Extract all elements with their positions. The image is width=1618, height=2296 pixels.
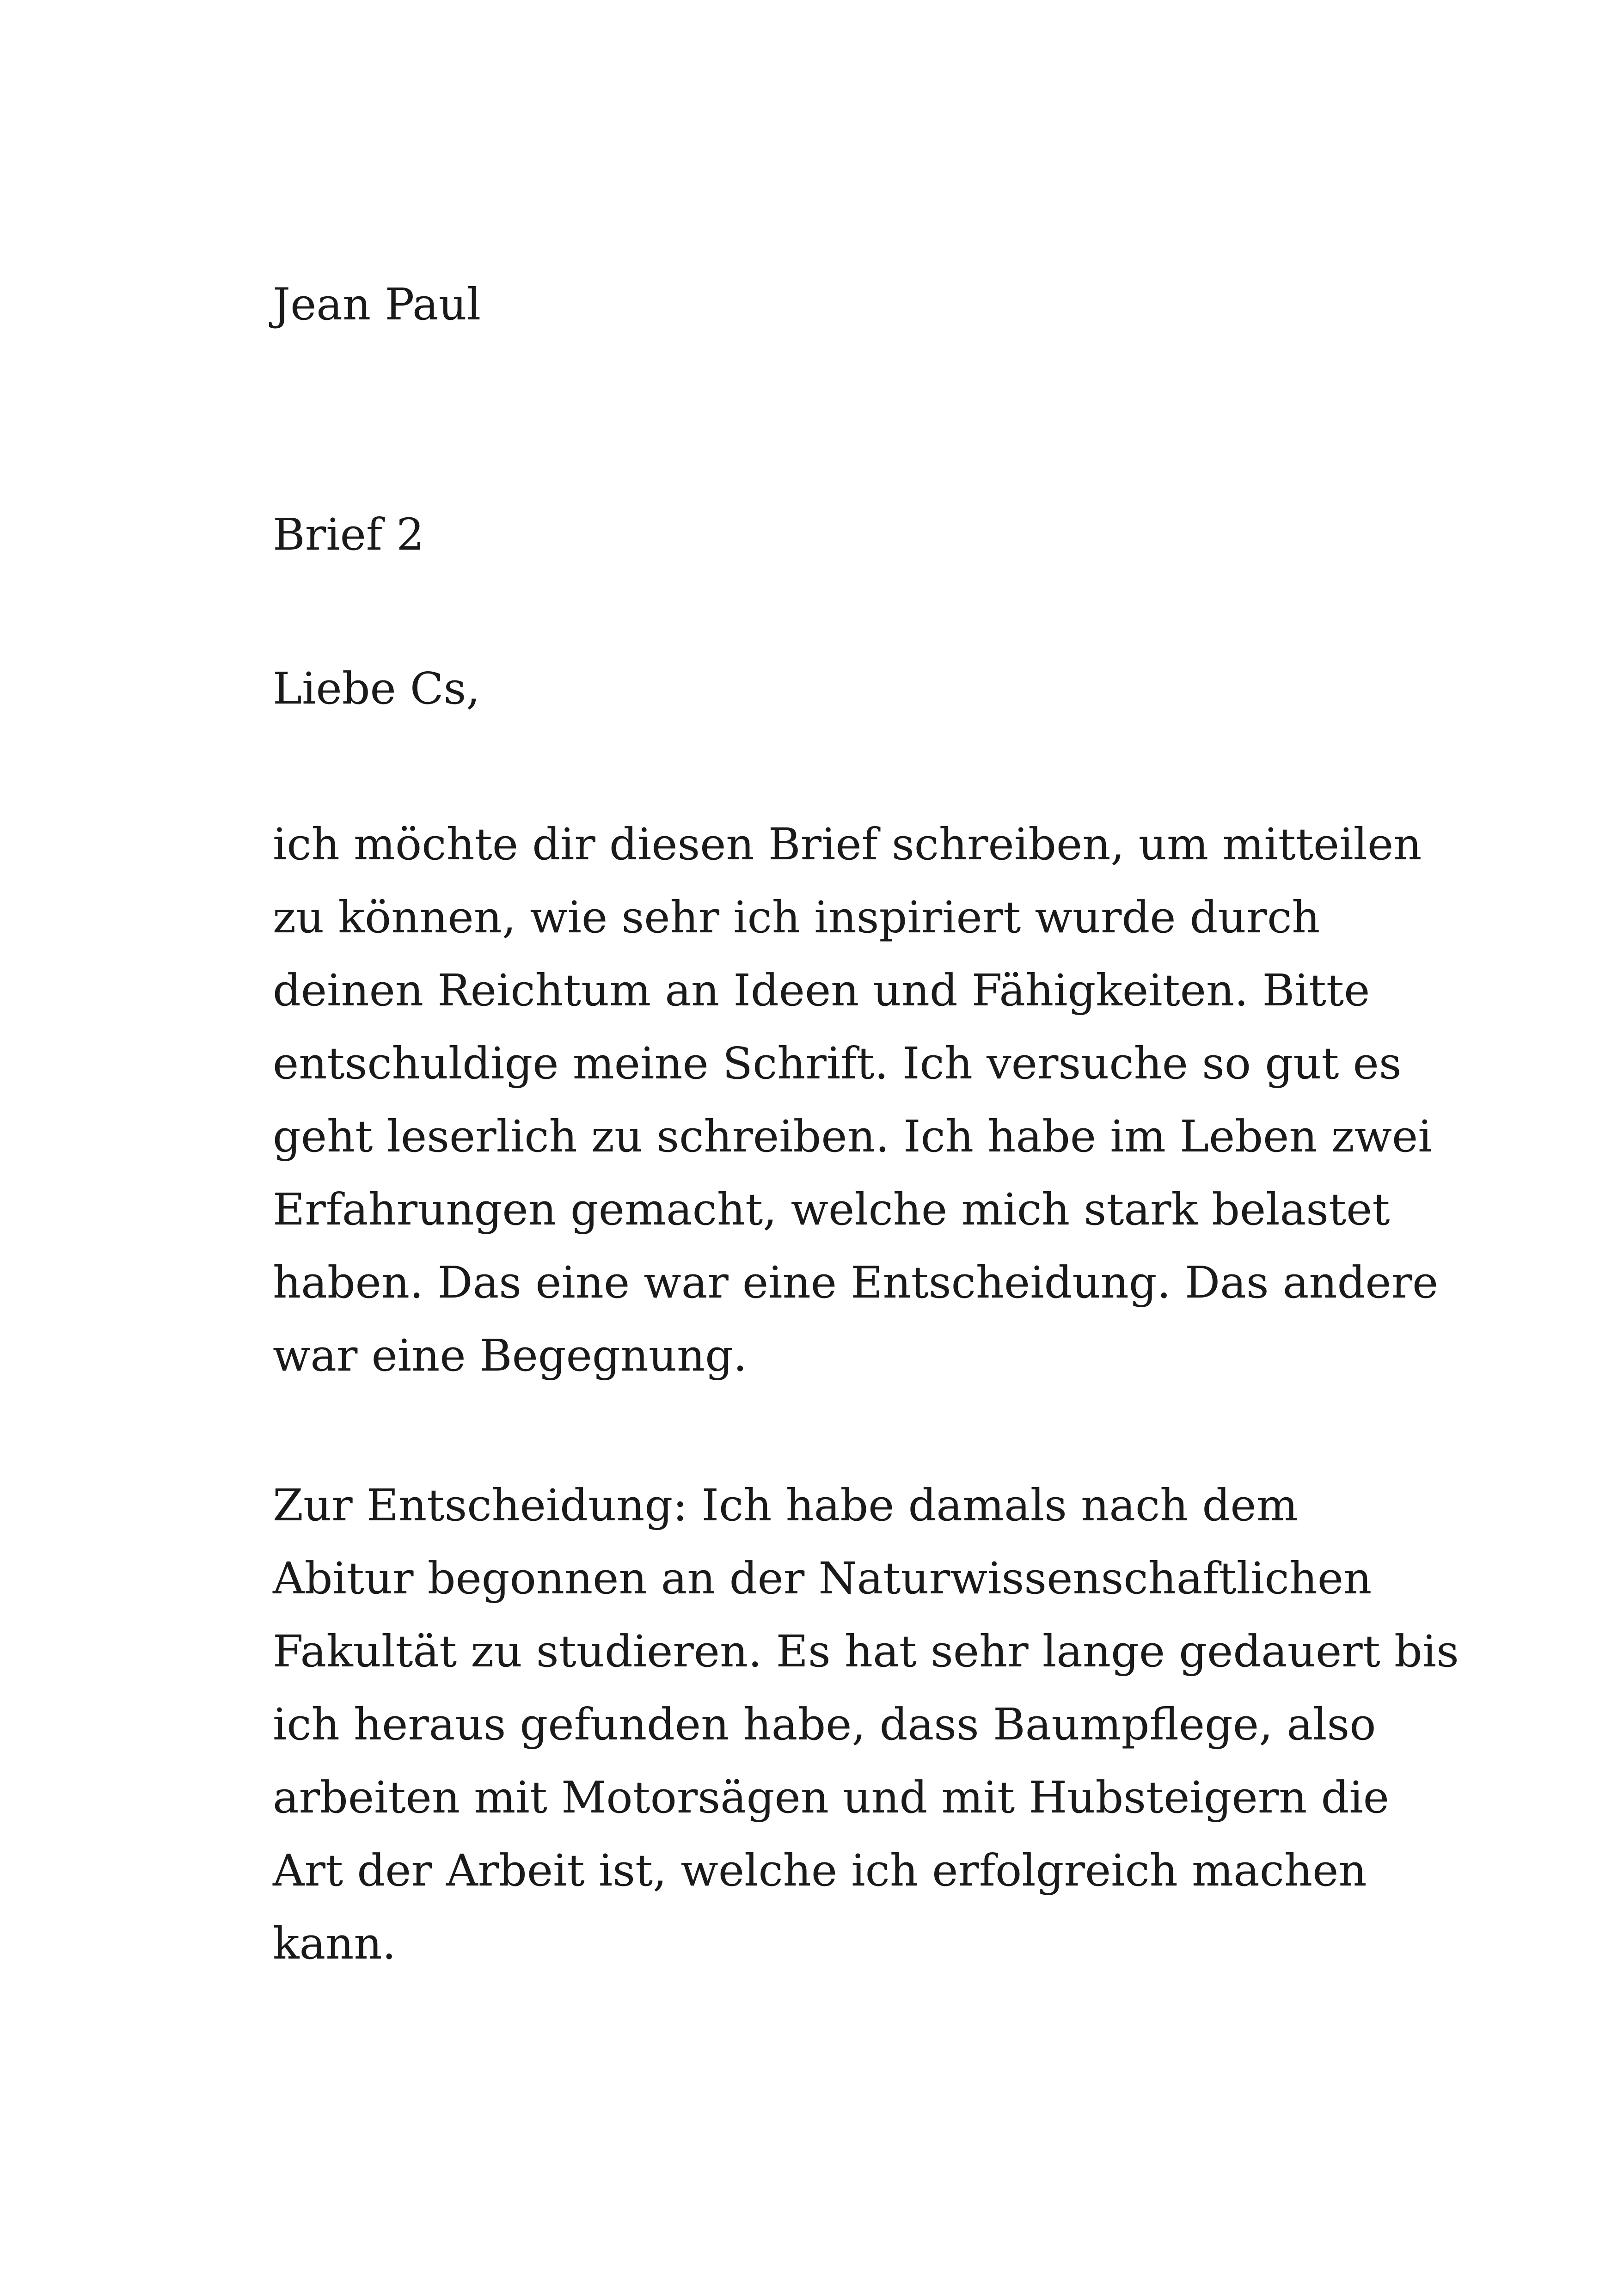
paragraph-line: Abitur begonnen an der Naturwissenschaftlichen (273, 1553, 1372, 1604)
paragraph-line: Erfahrungen gemacht, welche mich stark belastet (273, 1184, 1390, 1235)
letter-heading: Brief 2 (273, 509, 424, 560)
paragraph-line: entschuldige meine Schrift. Ich versuche so gut es (273, 1038, 1402, 1089)
paragraph-line: Zur Entscheidung: Ich habe damals nach dem (273, 1480, 1298, 1531)
paragraph-line: deinen Reichtum an Ideen und Fähigkeiten. Bitte (273, 965, 1370, 1016)
paragraph-line: Fakultät zu studieren. Es hat sehr lange gedauert bis (273, 1626, 1459, 1677)
paragraph-line: arbeiten mit Motorsägen und mit Hubsteigern die (273, 1772, 1389, 1823)
paragraph-line: kann. (273, 1918, 396, 1969)
paragraph-1 (273, 808, 1439, 1392)
author-name: Jean Paul (273, 279, 481, 330)
paragraph-line: ich möchte dir diesen Brief schreiben, um mitteilen (273, 819, 1422, 870)
paragraph-line: ich heraus gefunden habe, dass Baumpflege, also (273, 1699, 1376, 1750)
paragraph-line: zu können, wie sehr ich inspiriert wurde durch (273, 892, 1320, 943)
paragraph-line: haben. Das eine war eine Entscheidung. Das andere (273, 1257, 1439, 1308)
paragraph-line: war eine Begegnung. (273, 1330, 748, 1381)
paragraph-line: Art der Arbeit ist, welche ich erfolgreich machen (273, 1845, 1367, 1896)
paragraph-2 (273, 1469, 1459, 1980)
letter-greeting: Liebe Cs, (273, 663, 480, 714)
paragraph-line: geht leserlich zu schreiben. Ich habe im Leben zwei (273, 1111, 1432, 1162)
